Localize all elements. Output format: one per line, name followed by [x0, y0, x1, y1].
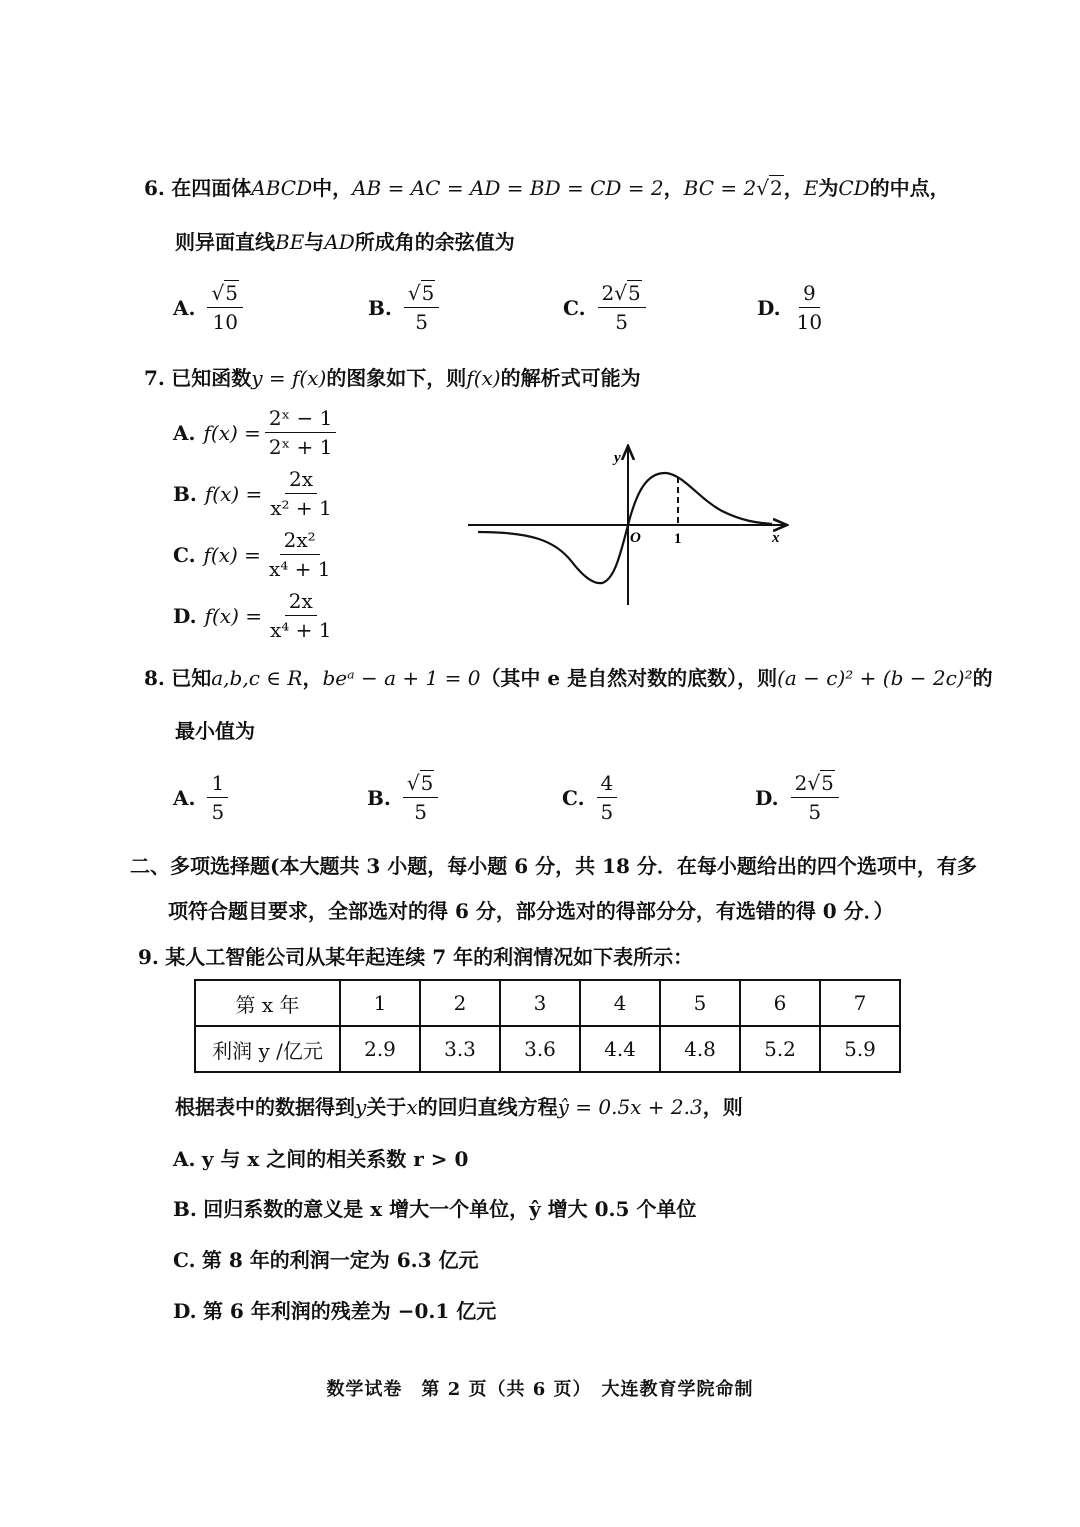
- table-header-cell: 第 x 年: [195, 980, 340, 1026]
- option-label: D.: [755, 785, 779, 810]
- q8-math: a,b,c ∈ R: [211, 666, 303, 690]
- q6-text: ，: [783, 176, 804, 200]
- q6-text: 则异面直线: [175, 230, 275, 254]
- table-cell: 6: [740, 980, 820, 1026]
- fraction: $\frac{9}{10}$: [796, 281, 823, 334]
- q7-option-d[interactable]: [173, 588, 340, 643]
- q8-line1: [144, 664, 993, 692]
- option-lhs: f(x) =: [204, 481, 263, 506]
- q9-option-c[interactable]: [173, 1246, 478, 1274]
- fraction: $\frac{√5}{5}$: [403, 770, 438, 825]
- q8-line2: 最小值为: [175, 719, 255, 743]
- q8-text: 的: [972, 666, 993, 690]
- option-label: D.: [173, 1299, 197, 1323]
- option-label: D.: [173, 603, 197, 628]
- q7-text: 的解析式可能为: [500, 366, 641, 390]
- q6-math: AD: [324, 230, 355, 254]
- q8-option-c[interactable]: [562, 770, 621, 825]
- option-label: C.: [173, 542, 196, 567]
- q9-intro: [138, 943, 693, 971]
- q6-number: 6.: [144, 176, 165, 200]
- option-label: C.: [173, 1248, 196, 1272]
- table-cell: 2.9: [340, 1026, 420, 1072]
- q8-number: 8.: [144, 666, 165, 690]
- q7-math: f(x): [466, 366, 501, 390]
- q6-math: CD: [838, 176, 870, 200]
- table-cell: 4.8: [660, 1026, 740, 1072]
- table-cell: 5: [660, 980, 740, 1026]
- q8-text: 已知: [171, 666, 212, 690]
- option-label: B.: [368, 295, 392, 320]
- option-label: B.: [173, 1197, 197, 1221]
- option-label: B.: [367, 785, 391, 810]
- q9-math: x: [406, 1095, 418, 1119]
- fraction: $\frac{\text{2x²}}{\text{x⁴ + 1}}$: [268, 528, 331, 581]
- option-label: A.: [173, 295, 196, 320]
- q7-number: 7.: [144, 366, 165, 390]
- q9-math: ŷ = 0.5x + 2.3: [557, 1095, 703, 1119]
- sqrt-sign: √5: [406, 771, 434, 795]
- q9-option-b[interactable]: [173, 1195, 696, 1223]
- fraction: $\frac{2x}{\text{x⁴ + 1}}$: [270, 589, 332, 642]
- q6-line1: [144, 174, 950, 202]
- option-text: 第 6 年利润的残差为 −0.1 亿元: [202, 1299, 497, 1323]
- q7-option-b[interactable]: [173, 466, 340, 521]
- x-label: x: [772, 530, 780, 546]
- q6-option-d[interactable]: [757, 280, 830, 335]
- option-lhs: f(x) =: [203, 542, 261, 567]
- sqrt-sign: √5: [407, 281, 435, 305]
- option-text: 第 8 年的利润一定为 6.3 亿元: [201, 1248, 479, 1272]
- table-row: [195, 1026, 900, 1072]
- q8-math: (a − c)² + (b − 2c)²: [777, 666, 973, 690]
- q8-text: （其中 e 是自然对数的底数），则: [480, 666, 778, 690]
- q6-text: 为: [818, 176, 839, 200]
- q9-text: ，则: [702, 1095, 743, 1119]
- fraction: $\frac{2x}{\text{x² + 1}}$: [270, 467, 332, 520]
- q9-statement: [175, 1093, 743, 1121]
- y-label: y: [614, 450, 621, 466]
- q9-option-a[interactable]: [173, 1145, 468, 1173]
- fraction: $\frac{2√5}{5}$: [598, 280, 646, 335]
- q8-math: beᵃ − a + 1 = 0: [322, 666, 481, 690]
- tick-label-1: 1: [674, 531, 682, 547]
- option-label: A.: [173, 785, 196, 810]
- q6-text: 的中点，: [869, 176, 950, 200]
- q7-stem: [144, 364, 641, 392]
- q9-number: 9.: [138, 945, 159, 969]
- section-2-heading: 二、多项选择题(本大题共 3 小题，每小题 6 分，共 18 分．在每小题给出的四个选项中，有多: [130, 854, 977, 878]
- table-cell: 3.6: [500, 1026, 580, 1072]
- table-cell: 3.3: [420, 1026, 500, 1072]
- fraction: $\frac{4}{5}$: [597, 770, 618, 825]
- q9-text: 关于: [366, 1095, 407, 1119]
- fraction: $\frac{1}{5}$: [207, 770, 228, 825]
- sqrt-sign: √2: [756, 176, 783, 200]
- q6-math: BC = 2: [683, 176, 757, 200]
- q6-option-a[interactable]: [173, 280, 247, 335]
- q6-text: 中，: [312, 176, 353, 200]
- table-cell: 4.4: [580, 1026, 660, 1072]
- q6-math: E: [803, 176, 819, 200]
- table-row: [195, 980, 900, 1026]
- q7-option-c[interactable]: [173, 527, 338, 582]
- page-footer: 数学试卷 第 2 页（共 6 页） 大连教育学院命制: [326, 1379, 754, 1400]
- q9-text: 的回归直线方程: [417, 1095, 558, 1119]
- q8-option-b[interactable]: [367, 770, 442, 825]
- q8-option-d[interactable]: [755, 770, 843, 825]
- section-2-instructions: 项符合题目要求，全部选对的得 6 分，部分选对的得部分分，有选错的得 0 分．）: [168, 899, 894, 923]
- table-cell: 3: [500, 980, 580, 1026]
- option-label: B.: [173, 481, 197, 506]
- fraction: $\frac{\text{2ˣ − 1}}{\text{2ˣ + 1}}$: [265, 405, 336, 460]
- q7-option-a[interactable]: [173, 405, 340, 460]
- sqrt-sign: √5: [211, 281, 238, 305]
- q7-text: 的图象如下，则: [326, 366, 467, 390]
- fraction: $\frac{√5}{10}$: [207, 280, 242, 335]
- option-lhs: f(x) =: [203, 420, 261, 445]
- table-cell: 5.2: [740, 1026, 820, 1072]
- option-label: A.: [173, 420, 196, 445]
- option-lhs: f(x) =: [204, 603, 262, 628]
- table-cell: 2: [420, 980, 500, 1026]
- option-label: C.: [562, 785, 585, 810]
- sqrt-sign: √5: [614, 281, 641, 305]
- option-text: 回归系数的意义是 x 增大一个单位，ŷ 增大 0.5 个单位: [203, 1197, 697, 1221]
- q9-text: 根据表中的数据得到: [175, 1095, 355, 1119]
- q6-text: 与: [304, 230, 325, 254]
- table-cell: 4: [580, 980, 660, 1026]
- q7-math: y = f(x): [251, 366, 327, 390]
- q6-text: ，: [663, 176, 684, 200]
- fraction: $\frac{√5}{5}$: [404, 280, 439, 335]
- q7-text: 已知函数: [171, 366, 252, 390]
- q9-text: 某人工智能公司从某年起连续 7 年的利润情况如下表所示：: [165, 945, 694, 969]
- table-cell: 7: [820, 980, 900, 1026]
- option-label: C.: [563, 295, 586, 320]
- table-cell: 5.9: [820, 1026, 900, 1072]
- option-text: y 与 x 之间的相关系数 r > 0: [201, 1147, 469, 1171]
- q6-line2: [175, 228, 515, 256]
- curve: [478, 473, 772, 583]
- option-label: D.: [757, 295, 781, 320]
- q6-math: ABCD: [251, 176, 313, 200]
- q8-option-a[interactable]: [173, 770, 232, 825]
- option-label: A.: [173, 1147, 196, 1171]
- q6-text: 在四面体: [171, 176, 252, 200]
- profit-table: [194, 979, 901, 1073]
- fraction: $\frac{2√5}{5}$: [791, 770, 839, 825]
- radicand: 2: [769, 176, 783, 200]
- q8-text: ，: [302, 666, 323, 690]
- q6-math: AB = AC = AD = BD = CD = 2: [352, 176, 664, 200]
- origin-label: O: [630, 530, 641, 546]
- q6-option-b[interactable]: [368, 280, 443, 335]
- q6-option-c[interactable]: [563, 280, 650, 335]
- q6-math: BE: [275, 230, 305, 254]
- table-header-cell: 利润 y /亿元: [195, 1026, 340, 1072]
- q9-option-d[interactable]: [173, 1297, 496, 1325]
- q6-text: 所成角的余弦值为: [354, 230, 515, 254]
- q9-math: y: [355, 1095, 367, 1119]
- sqrt-sign: √5: [807, 771, 834, 795]
- function-graph: [460, 440, 800, 615]
- table-cell: 1: [340, 980, 420, 1026]
